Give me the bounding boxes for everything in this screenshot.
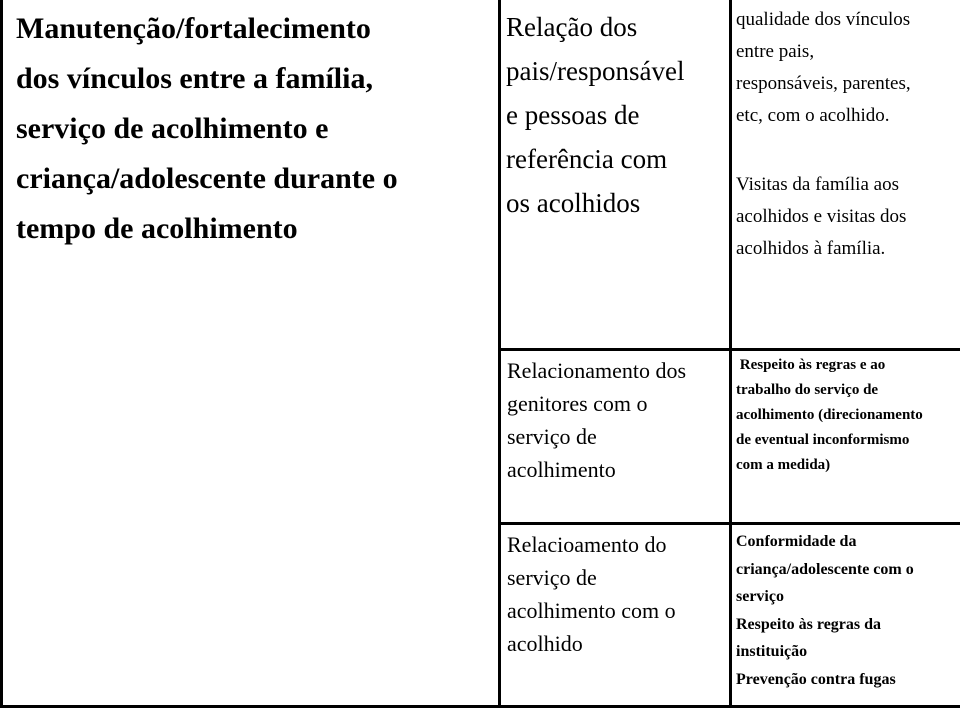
category-line: criança/adolescente durante o	[16, 162, 398, 195]
row-divider-1	[498, 348, 960, 351]
row1-indicators-b	[736, 169, 906, 265]
dimension-line: Relação dos	[506, 12, 638, 42]
indicator-line: qualidade dos vínculos	[736, 9, 911, 30]
category-line: tempo de acolhimento	[16, 212, 298, 245]
row3-dimension	[507, 528, 676, 660]
indicator-line: instituição	[736, 643, 808, 660]
category-line: Manutenção/fortalecimento	[16, 12, 371, 45]
column-divider-1	[498, 0, 501, 708]
category-text	[16, 4, 398, 254]
indicator-line: acolhidos à família.	[736, 238, 886, 259]
dimension-line: acolhido	[507, 631, 583, 656]
row2-dimension	[507, 354, 686, 486]
dimension-line: acolhimento	[507, 457, 616, 482]
row1-indicators-a	[736, 4, 911, 132]
row-divider-2	[498, 522, 960, 525]
indicator-line: serviço	[736, 588, 784, 605]
indicator-line: Prevenção contra fugas	[736, 670, 896, 688]
dimension-line: Relacionamento dos	[507, 358, 687, 383]
indicator-line: entre pais,	[736, 41, 815, 62]
dimension-line: Relacioamento do	[507, 532, 667, 557]
indicator-line: acolhidos e visitas dos	[736, 206, 907, 227]
table-border-left	[0, 0, 3, 708]
indicator-line: com a medida)	[736, 457, 831, 473]
dimension-line: referência com	[506, 144, 668, 174]
indicator-line: etc, com o acolhido.	[736, 105, 890, 126]
category-line: serviço de acolhimento e	[16, 112, 329, 145]
indicator-line: trabalho do serviço de	[736, 382, 879, 398]
dimension-line: acolhimento com o	[507, 598, 676, 623]
row1-dimension	[506, 5, 684, 225]
row3-indicators	[736, 528, 914, 693]
indicator-line: responsáveis, parentes,	[736, 73, 911, 94]
indicator-line: de eventual inconformismo	[736, 432, 910, 448]
indicator-line: acolhimento (direcionamento	[736, 407, 923, 423]
table-border-bottom	[0, 705, 960, 708]
indicator-line: Visitas da família aos	[736, 174, 899, 195]
dimension-line: genitores com o	[507, 391, 648, 416]
dimension-line: serviço de	[507, 565, 597, 590]
indicator-line: Respeito às regras da	[736, 615, 882, 633]
dimension-line: serviço de	[507, 424, 597, 449]
dimension-line: e pessoas de	[506, 100, 640, 130]
indicator-line: Conformidade da	[736, 533, 857, 550]
dimension-line: pais/responsável	[506, 56, 685, 86]
dimension-line: os acolhidos	[506, 188, 641, 218]
column-divider-2	[729, 0, 732, 708]
category-line: dos vínculos entre a família,	[16, 62, 373, 95]
row2-indicators	[736, 353, 923, 478]
indicator-line: Respeito às regras e ao	[736, 357, 886, 373]
indicator-line: criança/adolescente com o	[736, 560, 914, 578]
